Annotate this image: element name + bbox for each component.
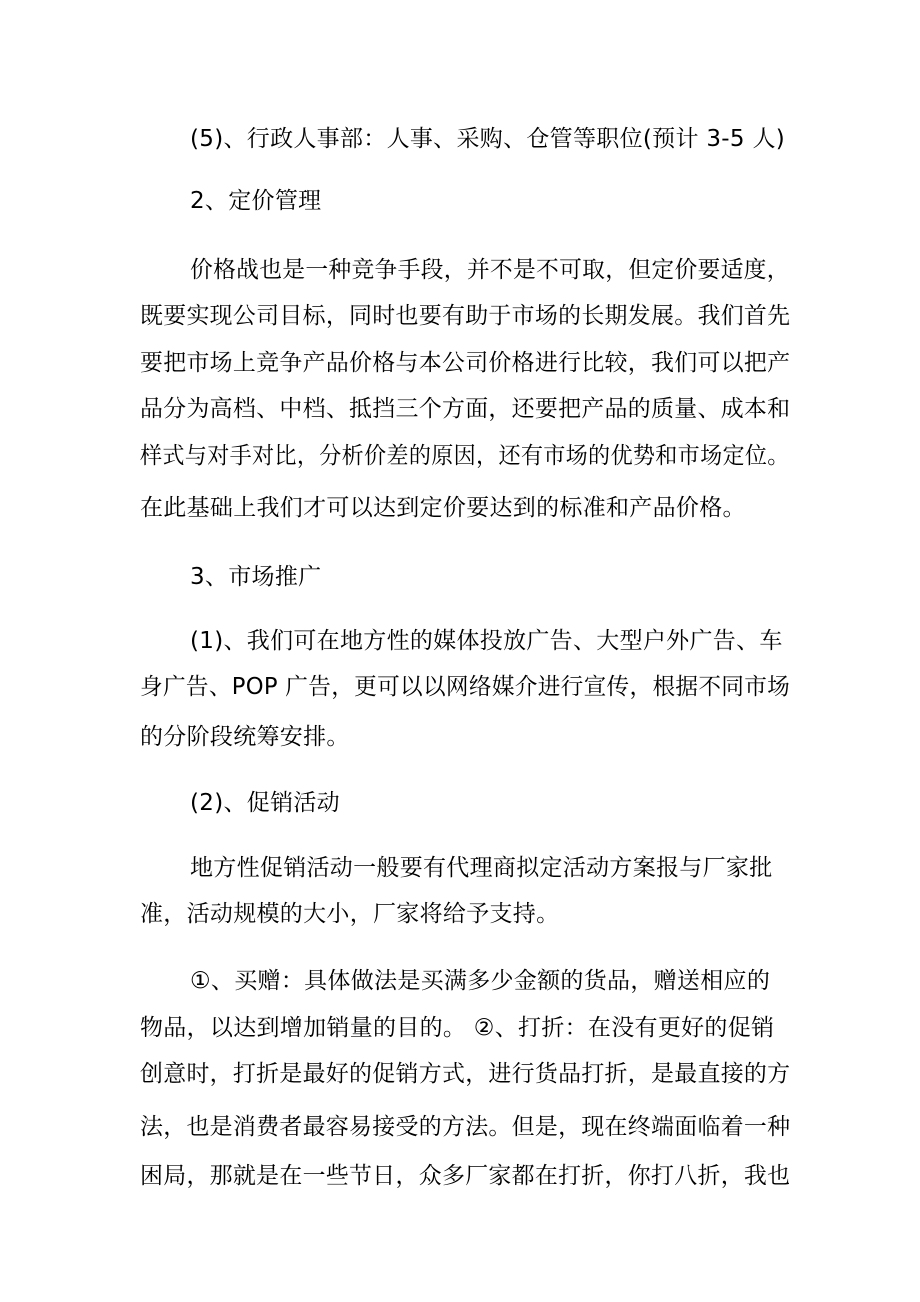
- sales-methods-line: ①、买赠：具体做法是买满多少金额的货品，赠送相应的: [190, 968, 771, 994]
- section-heading-pricing: 2、定价管理: [190, 188, 322, 214]
- pricing-body-line: 品分为高档、中档、抵挡三个方面，还要把产品的质量、成本和: [140, 396, 791, 422]
- pricing-body-line: 要把市场上竞争产品价格与本公司价格进行比较，我们可以把产: [140, 350, 791, 376]
- section-heading-promotion: 3、市场推广: [190, 564, 322, 590]
- pricing-body-line: 既要实现公司目标，同时也要有助于市场的长期发展。我们首先: [140, 303, 791, 329]
- pricing-body-line: 样式与对手对比，分析价差的原因，还有市场的优势和市场定位。: [140, 443, 790, 469]
- section-heading-sales-activities: (2)、促销活动: [190, 790, 340, 816]
- sales-methods-line: 法，也是消费者最容易接受的方法。但是，现在终端面临着一种: [140, 1114, 791, 1140]
- promotion-ads-line: 身广告、POP 广告，更可以以网络媒介进行宣传，根据不同市场: [140, 674, 791, 700]
- sales-activities-body-line: 地方性促销活动一般要有代理商拟定活动方案报与厂家批: [190, 855, 773, 881]
- sales-methods-line: 物品，以达到增加销量的目的。 ②、打折：在没有更好的促销: [140, 1015, 775, 1041]
- promotion-ads-line: 的分阶段统筹安排。: [140, 724, 350, 750]
- promotion-ads-line: (1)、我们可在地方性的媒体投放广告、大型户外广告、车: [190, 628, 783, 654]
- pricing-body-line: 在此基础上我们才可以达到定价要达到的标准和产品价格。: [140, 495, 746, 521]
- sales-activities-body-line: 准，活动规模的大小，厂家将给予支持。: [140, 901, 560, 927]
- paragraph-admin-dept-line: (5)、行政人事部：人事、采购、仓管等职位(预计 3-5 人): [190, 126, 786, 152]
- pricing-body-line: 价格战也是一种竞争手段，并不是不可取，但定价要适度，: [190, 257, 790, 283]
- sales-methods-line: 困局，那就是在一些节日，众多厂家都在打折，你打八折，我也: [140, 1163, 791, 1189]
- sales-methods-line: 创意时，打折是最好的促销方式，进行货品打折，是最直接的方: [140, 1061, 791, 1087]
